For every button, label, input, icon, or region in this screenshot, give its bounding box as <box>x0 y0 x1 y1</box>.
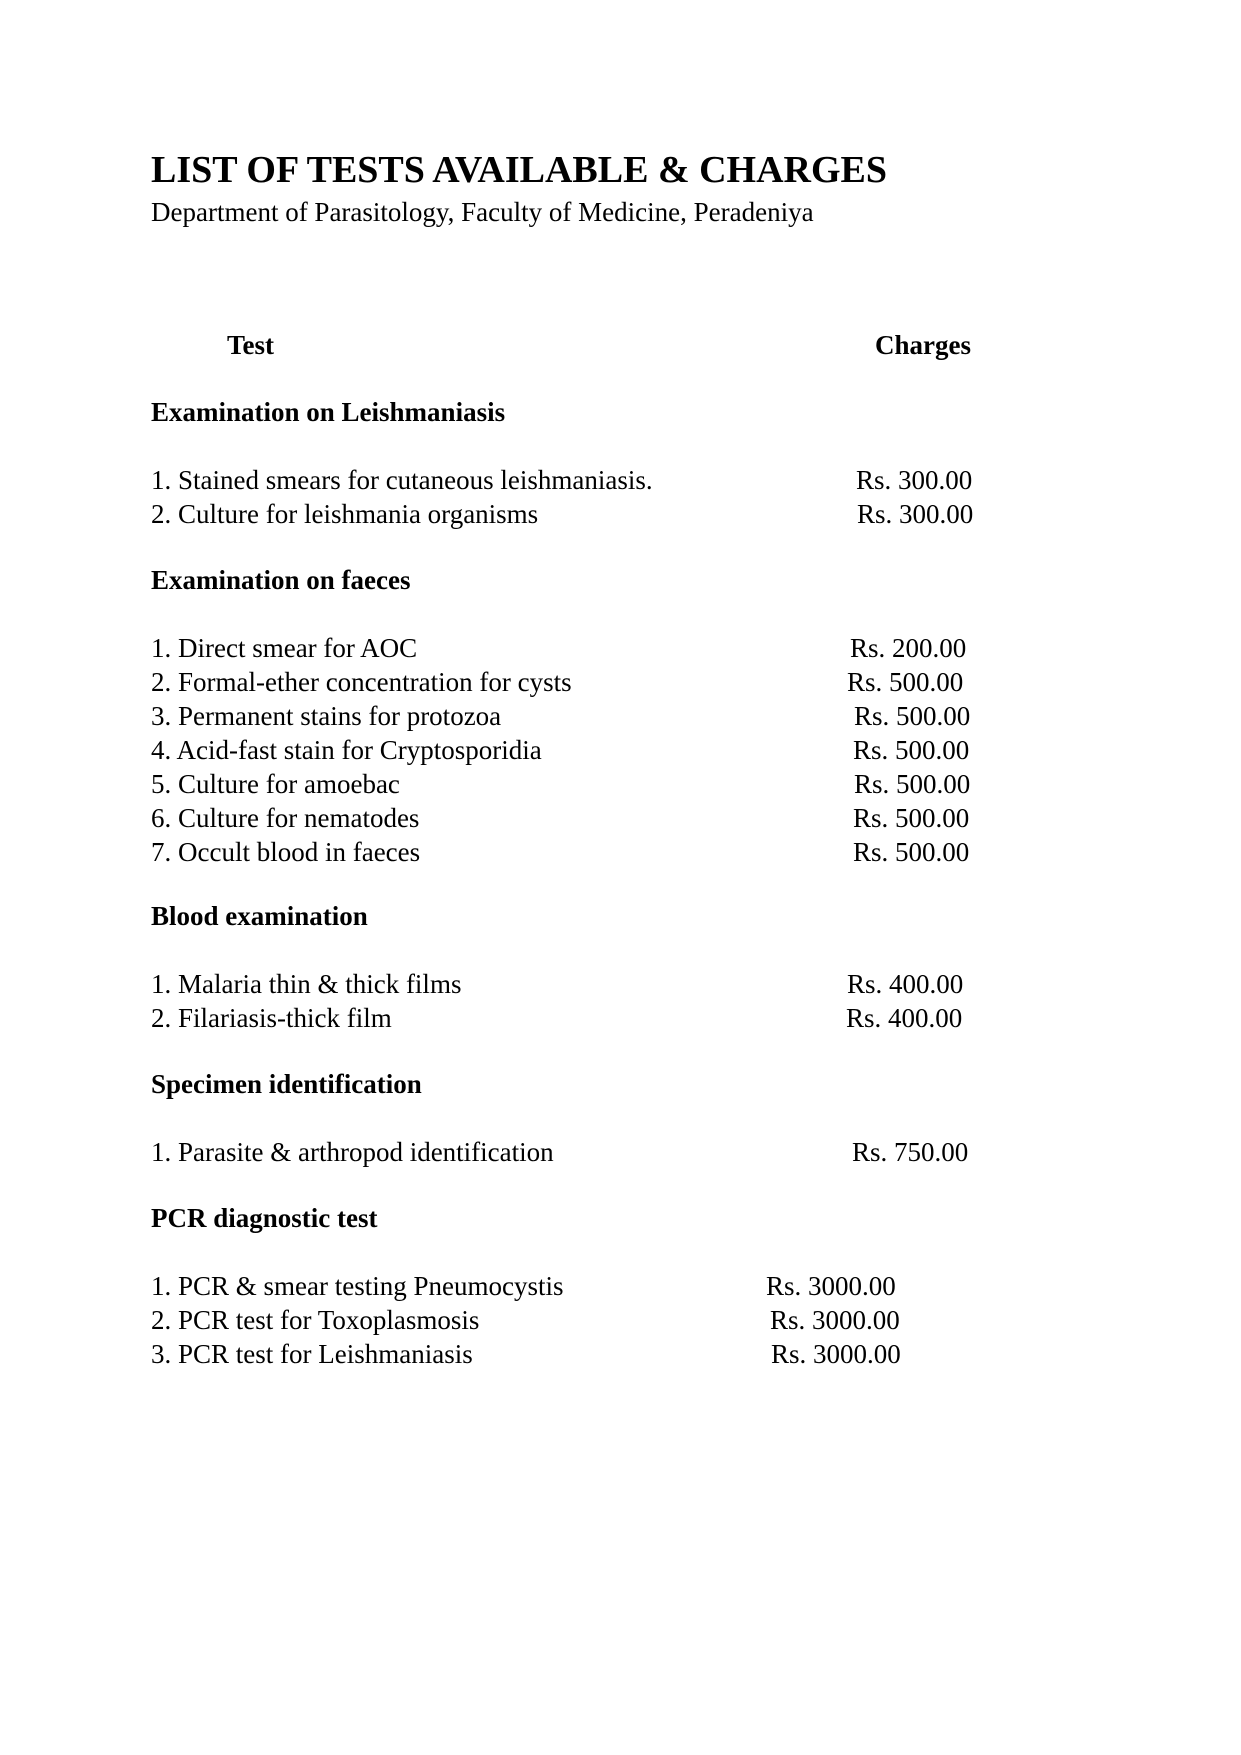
test-row <box>151 665 1051 699</box>
test-row <box>151 1303 1051 1337</box>
test-name: 2. PCR test for Toxoplasmosis <box>151 1305 480 1335</box>
section-items <box>151 1269 1051 1371</box>
test-name: 2. Filariasis-thick film <box>151 1003 392 1033</box>
test-name: 2. Culture for leishmania organisms <box>151 499 539 529</box>
test-row <box>151 1135 1051 1169</box>
section-faeces <box>151 563 1051 869</box>
test-charge: Rs. 400.00 <box>846 1003 963 1033</box>
test-row <box>151 1337 1051 1371</box>
test-row <box>151 497 1051 531</box>
test-row <box>151 631 1051 665</box>
section-specimen <box>151 1067 1051 1169</box>
test-name: 4. Acid-fast stain for Cryptosporidia <box>151 735 542 765</box>
test-charge: Rs. 500.00 <box>853 735 970 765</box>
test-name: 2. Formal-ether concentration for cysts <box>151 667 572 697</box>
test-name: 1. Stained smears for cutaneous leishmaniasis. <box>151 465 653 495</box>
section-leishmaniasis <box>151 395 1051 531</box>
test-charge: Rs. 750.00 <box>852 1137 969 1167</box>
test-charge: Rs. 500.00 <box>854 769 971 799</box>
document-title: LIST OF TESTS AVAILABLE & CHARGES <box>151 149 888 191</box>
test-charge: Rs. 300.00 <box>856 465 973 495</box>
test-name: 1. Direct smear for AOC <box>151 633 418 663</box>
test-row <box>151 699 1051 733</box>
test-charge: Rs. 3000.00 <box>771 1339 901 1369</box>
test-charge: Rs. 3000.00 <box>766 1271 896 1301</box>
section-title: Specimen identification <box>151 1069 422 1099</box>
test-row <box>151 835 1051 869</box>
test-charge: Rs. 3000.00 <box>770 1305 900 1335</box>
section-blood <box>151 899 1051 1035</box>
column-header-charges: Charges <box>875 330 971 360</box>
test-name: 1. PCR & smear testing Pneumocystis <box>151 1271 564 1301</box>
section-items <box>151 1135 1051 1169</box>
test-name: 3. Permanent stains for protozoa <box>151 701 502 731</box>
test-charge: Rs. 500.00 <box>853 803 970 833</box>
section-items <box>151 631 1051 869</box>
section-title: Examination on faeces <box>151 565 411 595</box>
test-name: 1. Parasite & arthropod identification <box>151 1137 554 1167</box>
test-name: 7. Occult blood in faeces <box>151 837 421 867</box>
section-title: Examination on Leishmaniasis <box>151 397 506 427</box>
section-items <box>151 967 1051 1035</box>
document-subtitle: Department of Parasitology, Faculty of Medicine, Peradeniya <box>151 197 814 227</box>
test-charge: Rs. 200.00 <box>850 633 967 663</box>
test-row <box>151 767 1051 801</box>
test-row <box>151 1001 1051 1035</box>
test-charge: Rs. 300.00 <box>857 499 974 529</box>
test-row <box>151 733 1051 767</box>
test-charge: Rs. 500.00 <box>853 837 970 867</box>
section-pcr <box>151 1201 1051 1371</box>
test-name: 5. Culture for amoebac <box>151 769 400 799</box>
test-row <box>151 1269 1051 1303</box>
test-name: 1. Malaria thin & thick films <box>151 969 462 999</box>
test-row <box>151 801 1051 835</box>
test-name: 6. Culture for nematodes <box>151 803 420 833</box>
test-charge: Rs. 400.00 <box>847 969 964 999</box>
section-title: PCR diagnostic test <box>151 1203 378 1233</box>
test-name: 3. PCR test for Leishmaniasis <box>151 1339 473 1369</box>
test-charge: Rs. 500.00 <box>847 667 964 697</box>
column-header-test: Test <box>227 330 275 360</box>
test-charge: Rs. 500.00 <box>854 701 971 731</box>
section-items <box>151 463 1051 531</box>
test-row <box>151 967 1051 1001</box>
section-title: Blood examination <box>151 901 368 931</box>
test-row <box>151 463 1051 497</box>
